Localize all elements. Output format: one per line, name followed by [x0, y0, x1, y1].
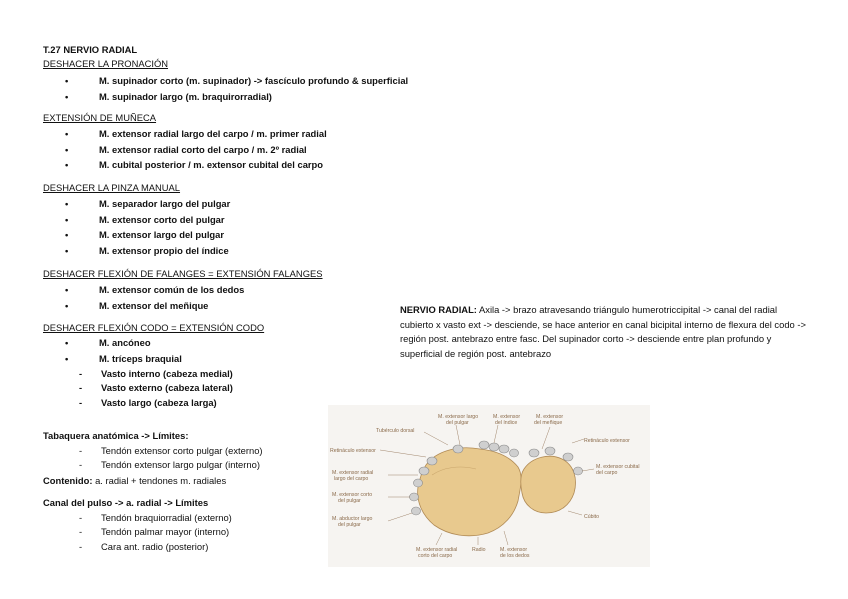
tendon-shape: [489, 443, 499, 451]
list-pinza: [65, 196, 230, 258]
tendon-shape: [545, 447, 555, 455]
tendon-shape: [510, 449, 519, 457]
list-muneca: [65, 126, 327, 173]
ulna-bone: [521, 456, 576, 513]
tendon-shape: [412, 507, 421, 515]
label-ext-corto-pulgar-2: del pulgar: [338, 498, 361, 504]
list-item: • M. extensor común de los dedos: [65, 282, 244, 298]
section-heading-muneca: EXTENSIÓN DE MUÑECA: [43, 112, 157, 123]
tendon-shape: [529, 449, 539, 457]
list-item: • M. extensor del meñique: [65, 298, 244, 314]
label-ext-largo-pulgar-2: del pulgar: [446, 420, 469, 426]
label-ext-radial-largo-2: largo del carpo: [334, 476, 369, 482]
description-label: NERVIO RADIAL:: [400, 304, 477, 315]
label-radio: Radio: [472, 547, 486, 553]
wrist-cross-section-figure: [328, 405, 650, 567]
label-ext-menique-1: M. extensor: [536, 414, 564, 420]
tendon-shape: [410, 493, 419, 501]
list-item: - Vasto externo (cabeza lateral): [79, 381, 233, 395]
list-item: - Tendón braquiorradial (externo): [79, 511, 232, 525]
list-item: • M. separador largo del pulgar: [65, 196, 230, 212]
canal-heading: Canal del pulso -> a. radial -> Límites: [43, 497, 209, 508]
label-ext-largo-pulgar-1: M. extensor largo: [438, 414, 479, 420]
list-item: • M. supinador corto (m. supinador) -> fascículo profundo & superficial: [65, 73, 408, 89]
list-item: • M. tríceps braquial: [65, 351, 182, 367]
list-item: • M. extensor corto del pulgar: [65, 212, 230, 228]
label-ext-dedos-1: M. extensor: [500, 547, 528, 553]
section-heading-falanges: DESHACER FLEXIÓN DE FALANGES = EXTENSIÓN FALANGES: [43, 268, 323, 279]
section-heading-pronacion: DESHACER LA PRONACIÓN: [43, 58, 169, 69]
list-item: • M. extensor propio del índice: [65, 243, 230, 259]
wrist-cross-section-svg: [328, 405, 650, 567]
label-ext-menique-2: del meñique: [534, 420, 563, 426]
label-ext-corto-pulgar-1: M. extensor corto: [332, 492, 373, 498]
label-abductor-2: del pulgar: [338, 522, 361, 528]
list-pronacion: [65, 73, 408, 104]
contenido-label: Contenido:: [43, 475, 93, 486]
list-item: - Tendón extensor largo pulgar (interno): [79, 458, 263, 472]
list-item: - Vasto largo (cabeza larga): [79, 396, 233, 410]
list-item: - Cara ant. radio (posterior): [79, 540, 232, 554]
list-item: • M. supinador largo (m. braquirorradial): [65, 89, 408, 105]
list-item: • M. extensor radial largo del carpo / m. primer radial: [65, 126, 327, 142]
label-ext-radial-largo-1: M. extensor radial: [332, 470, 374, 476]
description-text: Axila -> brazo atravesando triángulo humerotriccipital -> canal del radial cubierto x vasto ext -> desciende, se hace anterior en canal bicipital interno de flexura del codo -> región post. antebrazo entre fasc. Del supinador corto -> desciende entre plan profundo y superficial de región post. antebrazo: [400, 304, 806, 359]
document-title: T.27 NERVIO RADIAL: [43, 44, 138, 55]
list-canal: [79, 511, 232, 554]
list-triceps-heads: [79, 367, 233, 410]
tendon-shape: [414, 479, 423, 487]
list-item: - Vasto interno (cabeza medial): [79, 367, 233, 381]
tendon-shape: [453, 445, 463, 453]
section-heading-pinza: DESHACER LA PINZA MANUAL: [43, 182, 181, 193]
tendon-shape: [479, 441, 489, 449]
tendon-shape: [427, 457, 437, 465]
contenido-line: [43, 475, 226, 487]
nervio-radial-description: [400, 303, 810, 361]
label-retinaculo-right: Retináculo extensor: [584, 438, 630, 444]
label-ext-radial-corto-1: M. extensor radial: [416, 547, 458, 553]
tabaquera-heading: Tabaquera anatómica -> Límites:: [43, 430, 189, 441]
label-ext-cubital-2: del carpo: [596, 470, 618, 476]
label-cubito: Cúbito: [584, 514, 599, 520]
list-item: • M. extensor largo del pulgar: [65, 227, 230, 243]
label-retinaculo-left: Retináculo extensor: [330, 448, 376, 454]
label-ext-indice-1: M. extensor: [493, 414, 521, 420]
label-ext-radial-corto-2: corto del carpo: [418, 553, 453, 559]
label-ext-dedos-2: de los dedos: [500, 553, 530, 559]
list-item: - Tendón extensor corto pulgar (externo): [79, 444, 263, 458]
list-item: • M. cubital posterior / m. extensor cubital del carpo: [65, 157, 327, 173]
label-tuberculo: Tubérculo dorsal: [376, 428, 415, 434]
label-ext-indice-2: del índice: [495, 420, 518, 426]
list-codo: [65, 335, 182, 366]
list-tabaquera: [79, 444, 263, 473]
list-item: • M. extensor radial corto del carpo / m. 2º radial: [65, 142, 327, 158]
contenido-text: a. radial + tendones m. radiales: [92, 475, 227, 486]
label-abductor-1: M. abductor largo: [332, 516, 373, 522]
label-ext-cubital-1: M. extensor cubital: [596, 464, 640, 470]
tendon-shape: [563, 453, 573, 461]
tendon-shape: [499, 445, 509, 453]
tendon-shape: [419, 467, 429, 475]
list-falanges: [65, 282, 244, 313]
section-heading-codo: DESHACER FLEXIÓN CODO = EXTENSIÓN CODO: [43, 322, 265, 333]
list-item: - Tendón palmar mayor (interno): [79, 525, 232, 539]
tendon-shape: [574, 467, 583, 475]
list-item: • M. ancóneo: [65, 335, 182, 351]
